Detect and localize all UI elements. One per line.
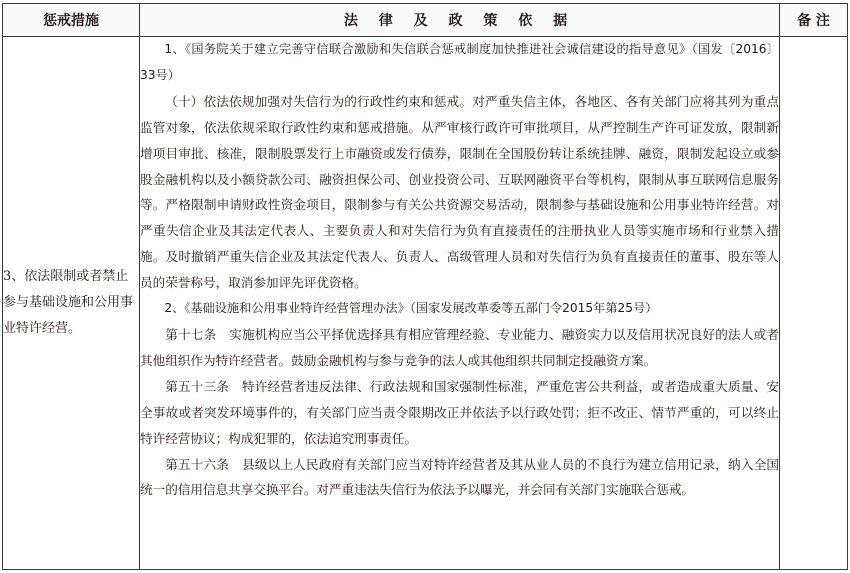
basis-source-1: 1、《国务院关于建立完善守信联合激励和失信联合惩戒制度加快推进社会诚信建设的指导意见》（国发〔2016〕33号） bbox=[140, 42, 779, 82]
header-basis: 法 律 及 政 策 依 据 bbox=[140, 4, 780, 37]
basis-article-53: 第五十三条 特许经营者违反法律、行政法规和国家强制性标准，严重危害公共利益，或者造成重大质量、安全事故或者突发环境事件的，有关部门应当责令限期改正并依法予以行政处罚；拒不改正、情节严重的，可以终止特许经营协议；构成犯罪的，依法追究刑事责任。 bbox=[140, 378, 779, 446]
basis-paragraph-1: （十）依法依规加强对失信行为的行政性约束和惩戒。对严重失信主体，各地区、各有关部门应将其列为重点监管对象，依法依规采取行政性约束和惩戒措施。从严审核行政许可审批项目，从严控制生产许可证发放，限制新增项目审批、核准，限制股票发行上市融资或发行债券，限制在全国股份转让系统挂牌、融资，限制发起设立或参股金融机构以及小额贷款公司、融资担保公司、创业投资公司、互联网融资平台等机构，限制从事互联网信息服务等。严格限制申请财政性资金项目，限制参与有关公共资源交易活动，限制参与基础设施和公用事业特许经营。对严重失信企业及其法定代表人、主要负责人和对失信行为负有直接责任的注册执业人员等实施市场和行业禁入措施。及时撤销严重失信企业及其法定代表人、负责人、高级管理人员和对失信行为负有直接责任的董事、股东等人员的荣誉称号，取消参加评先评优资格。 bbox=[140, 93, 779, 291]
header-remark: 备 注 bbox=[780, 4, 848, 37]
basis-article-17: 第十七条 实施机构应当公平择优选择具有相应管理经验、专业能力、融资实力以及信用状况良好的法人或者其他组织作为特许经营者。鼓励金融机构与参与竞争的法人或其他组织共同制定投融资方案。 bbox=[140, 326, 779, 368]
punishment-basis-table bbox=[2, 3, 848, 570]
table-row bbox=[3, 37, 848, 570]
basis-article-56: 第五十六条 县级以上人民政府有关部门应当对特许经营者及其从业人员的不良行为建立信用记录，纳入全国统一的信用信息共享交换平台。对严重违法失信行为依法予以曝光，并会同有关部门实施联合惩戒。 bbox=[140, 456, 779, 498]
header-measure: 惩戒措施 bbox=[3, 4, 140, 37]
remark-cell bbox=[780, 37, 848, 570]
basis-source-2: 2、《基础设施和公用事业特许经营管理办法》（国家发展改革委等五部门令2015年第25号） bbox=[164, 301, 658, 316]
basis-cell bbox=[140, 37, 780, 570]
measure-cell: 3、依法限制或者禁止参与基础设施和公用事业特许经营。 bbox=[3, 37, 140, 570]
table-header-row bbox=[3, 4, 848, 37]
